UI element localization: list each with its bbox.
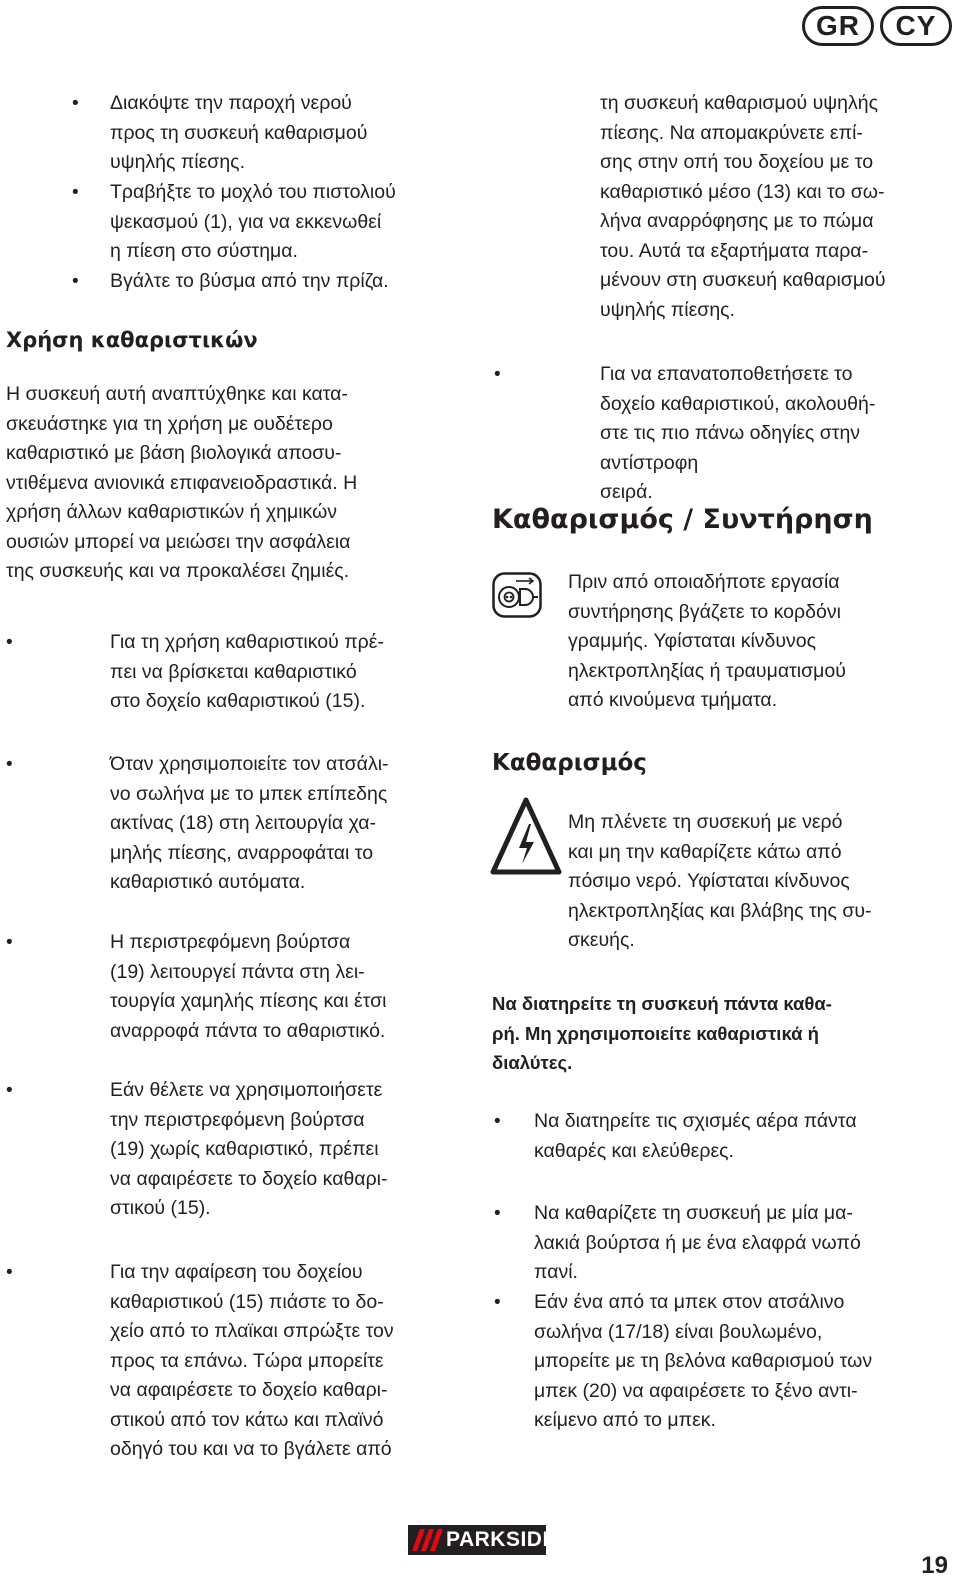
- heading-detergent-use: Χρήση καθαριστικών: [6, 328, 258, 352]
- bullet-marker: •: [72, 271, 79, 292]
- left-bullet-3: Η περιστρεφόμενη βούρτσα (19) λειτουργεί πάντα στη λει- τουργία χαμηλής πίεσης και έτσι αναρροφά πάντα το αθαριστικό.: [110, 931, 387, 1042]
- badge-gr: GR: [802, 6, 874, 46]
- left-bullet-2: Όταν χρησιμοποιείτε τον ατσάλι- νο σωλήνα με το μπεκ επίπεδης ακτίνας (18) στη λειτουργία χα- μηλής πίεσης, αναρροφάται το καθαριστικό αυτόματα.: [110, 753, 389, 893]
- bullet-marker: •: [6, 932, 13, 953]
- electric-shock-warning-icon: [490, 796, 562, 876]
- bullet-marker: •: [6, 1080, 13, 1101]
- right-bullet-1: Να διατηρείτε τις σχισμές αέρα πάντα καθαρές και ελεύθερες.: [534, 1110, 857, 1162]
- unplug-plug-icon: [492, 572, 542, 618]
- reattach-bullet: Για να επανατοποθετήσετε το δοχείο καθαριστικού, ακολουθή- στε τις πιο πάνω οδηγίες στην αντίστροφη σειρά.: [600, 363, 876, 503]
- bold-note: Να διατηρείτε τη συσκευή πάντα καθα- ρή. Μη χρησιμοποιείτε καθαριστικά ή διαλύτες.: [492, 993, 832, 1073]
- bullet-marker: •: [6, 632, 13, 653]
- right-bullet-2: Να καθαρίζετε τη συσκευή με μία μα- λακιά βούρτσα ή με ένα ελαφρά νωπό πανί.: [534, 1202, 861, 1283]
- bullet-marker: •: [72, 182, 79, 203]
- bullet-marker: •: [72, 93, 79, 114]
- bullet-marker: •: [494, 1203, 501, 1224]
- intro-bullet-2: Τραβήξτε το μοχλό του πιστολιού ψεκασμού (1), για να εκκενωθεί η πίεση στο σύστημα.: [110, 181, 396, 262]
- bullet-marker: •: [494, 1111, 501, 1132]
- parkside-logo: [408, 1525, 557, 1555]
- parkside-logo-text: PARKSIDE: [446, 1528, 557, 1551]
- page-number: 19: [921, 1552, 948, 1579]
- bullet-marker: •: [494, 1292, 501, 1313]
- right-bullet-3: Εάν ένα από τα μπεκ στον ατσάλινο σωλήνα (17/18) είναι βουλωμένο, μπορείτε με τη βελόνα καθαρισμού των μπεκ (20) να αφαιρέσετε το ξένο αντι- κείμενο από το μπεκ.: [534, 1291, 873, 1431]
- detergent-paragraph: Η συσκευή αυτή αναπτύχθηκε και κατα- σκευάστηκε για τη χρήση με ουδέτερο καθαριστικό με βάση βιολογικά αποσυ- ντιθέμενα ανιονικά επιφανειοδραστικά. Η χρήση άλλων καθαριστικών ή χημικών ουσιών μπορεί να μειώσει την ασφάλεια της συσκευής και να προκαλέσει ζημιές.: [6, 383, 358, 582]
- left-bullet-5: Για την αφαίρεση του δοχείου καθαριστικού (15) πιάστε το δο- χείο από το πλαϊκαι σπρώξτε τον προς τα επάνω. Τώρα μπορείτε να αφαιρέσετε το δοχείο καθαρι- στικού από τον κάτω και πλαϊνό οδηγό του και να το βγάλετε από: [110, 1261, 394, 1460]
- left-bullet-1: Για τη χρήση καθαριστικού πρέ- πει να βρίσκεται καθαριστικό στο δοχείο καθαριστικού (15).: [110, 631, 384, 712]
- bullet-marker: •: [6, 1262, 13, 1283]
- heading-cleaning-maintenance: Καθαρισμός / Συντήρηση: [492, 504, 873, 535]
- bullet-marker: •: [6, 754, 13, 775]
- continuation-text: τη συσκευή καθαρισμού υψηλής πίεσης. Να απομακρύνετε επί- σης στην οπή του δοχείου με το καθαριστικό μέσο (13) και το σω- λήνα αναρρόφησης με το πώμα του. Αυτά τα εξαρτήματα παρα- μένουν στη συσκευή καθαρισμού υψηλής πίεσης.: [600, 92, 886, 321]
- badge-cy: CY: [880, 6, 952, 46]
- intro-bullet-3: Βγάλτε το βύσμα από την πρίζα.: [110, 270, 389, 292]
- heading-cleaning: Καθαρισμός: [492, 750, 647, 776]
- bullet-marker: •: [494, 364, 501, 385]
- unplug-note: Πριν από οποιαδήποτε εργασία συντήρησης βγάζετε το κορδόνι γραμμής. Υφίσταται κίνδυνος ηλεκτροπληξίας ή τραυματισμού από κινούμενα τμήματα.: [568, 571, 846, 711]
- intro-bullet-1: Διακόψτε την παροχή νερού προς τη συσκευή καθαρισμού υψηλής πίεσης.: [110, 92, 368, 173]
- left-bullet-4: Εάν θέλετε να χρησιμοποιήσετε την περιστρεφόμενη βούρτσα (19) χωρίς καθαριστικό, πρέπει να αφαιρέσετε το δοχείο καθαρι- στικού (15).: [110, 1079, 388, 1219]
- warning-note: Μη πλένετε τη συσεκυή με νερό και μη την καθαρίζετε κάτω από πόσιμο νερό. Υφίσταται κίνδυνος ηλεκτροπληξίας και βλάβης της συ- σκευής.: [568, 811, 872, 951]
- language-badges: [802, 6, 952, 46]
